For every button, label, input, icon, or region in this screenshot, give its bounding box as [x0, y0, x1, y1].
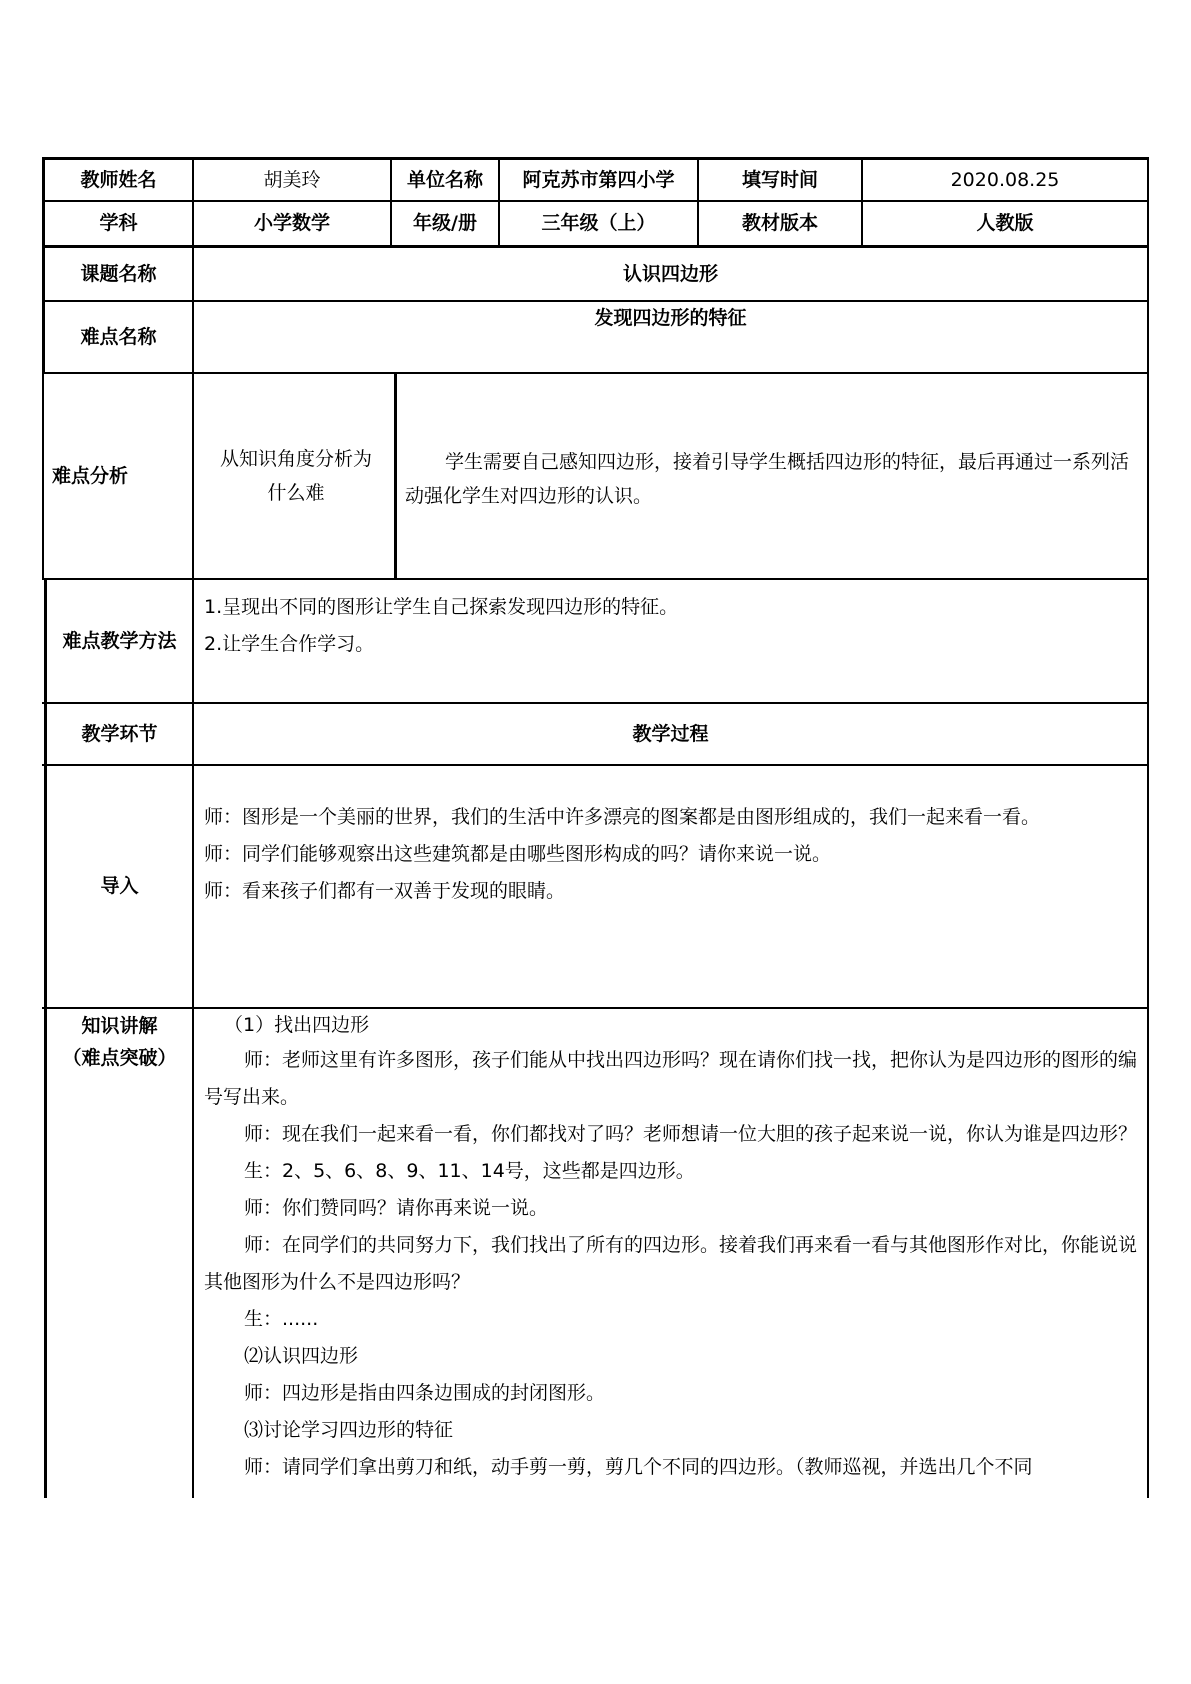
- fill-date-label: 填写时间: [741, 168, 818, 191]
- subject-value: 小学数学: [253, 212, 330, 235]
- edition-value: 人教版: [976, 212, 1034, 235]
- intro-line: 师：图形是一个美丽的世界，我们的生活中许多漂亮的图案都是由图形组成的，我们一起来看一看。: [204, 806, 1041, 828]
- analysis-label: 难点分析: [52, 464, 129, 487]
- grade-value: 三年级（上）: [541, 212, 656, 235]
- knowledge-line: 师：四边形是指由四条边围成的封闭图形。: [244, 1382, 606, 1404]
- teacher-name-value: 胡美玲: [263, 168, 321, 191]
- table-border-right: [1147, 157, 1149, 1498]
- knowledge-line: 师：老师这里有许多图形，孩子们能从中找出四边形吗？现在请你们找一找，把你认为是四边形的图形的编号写出来。: [204, 1049, 1138, 1108]
- process-stage-label: 教学环节: [81, 722, 158, 745]
- knowledge-label-line2: （难点突破）: [62, 1047, 177, 1069]
- grade-label: 年级/册: [413, 212, 477, 235]
- table-border-left: [42, 372, 44, 578]
- edition-label: 教材版本: [741, 212, 818, 235]
- row-line: [42, 764, 1149, 766]
- knowledge-line: ⑶讨论学习四边形的特征: [244, 1419, 454, 1441]
- difficulty-label: 难点名称: [80, 325, 157, 348]
- fill-date-value: 2020.08.25: [950, 168, 1060, 191]
- col-line-label: [192, 157, 194, 1498]
- difficulty-value: 发现四边形的特征: [594, 307, 747, 329]
- col-line-analysis: [394, 372, 397, 578]
- method-item: 1.呈现出不同的图形让学生自己探索发现四边形的特征。: [204, 596, 679, 618]
- analysis-sub-label: 从知识角度分析为什么难: [219, 448, 372, 504]
- knowledge-line: ⑵认识四边形: [244, 1345, 359, 1367]
- intro-label: 导入: [100, 875, 139, 898]
- subject-label: 学科: [99, 212, 138, 235]
- knowledge-line: 师：现在我们一起来看一看，你们都找对了吗？老师想请一位大胆的孩子起来说一说，你认为谁是四边形？: [244, 1123, 1138, 1145]
- intro-content: [204, 799, 1144, 910]
- method-label: 难点教学方法: [62, 629, 177, 652]
- intro-line: 师：同学们能够观察出这些建筑都是由哪些图形构成的吗？请你来说一说。: [204, 843, 832, 865]
- process-header-value: 教学过程: [632, 722, 709, 745]
- row-line: [42, 578, 1149, 580]
- method-items: [204, 589, 1144, 663]
- knowledge-label-line1: 知识讲解: [81, 1015, 158, 1037]
- row-line: [42, 300, 1149, 302]
- method-item: 2.让学生合作学习。: [204, 633, 375, 655]
- knowledge-line: 生：2、5、6、8、9、11、14号，这些都是四边形。: [244, 1160, 695, 1182]
- knowledge-line: 生：......: [244, 1308, 319, 1330]
- intro-line: 师：看来孩子们都有一双善于发现的眼睛。: [204, 880, 566, 902]
- knowledge-label: [47, 1010, 192, 1074]
- knowledge-line: 师：请同学们拿出剪刀和纸，动手剪一剪，剪几个不同的四边形。（教师巡视，并选出几个不同: [244, 1456, 1033, 1478]
- knowledge-content: [204, 1009, 1142, 1486]
- knowledge-line: 师：你们赞同吗？请你再来说一说。: [244, 1197, 549, 1219]
- teacher-name-label: 教师姓名: [80, 168, 157, 191]
- knowledge-line: 师：在同学们的共同努力下，我们找出了所有的四边形。接着我们再来看一看与其他图形作对比，你能说说其他图形为什么不是四边形吗？: [204, 1234, 1138, 1293]
- analysis-paragraph: 学生需要自己感知四边形，接着引导学生概括四边形的特征，最后再通过一系列活动强化学生对四边形的认识。: [405, 451, 1130, 507]
- unit-name-label: 单位名称: [406, 168, 483, 191]
- unit-name-value: 阿克苏市第四小学: [522, 168, 675, 191]
- analysis-text: [405, 445, 1143, 525]
- knowledge-line: （1）找出四边形: [224, 1014, 370, 1036]
- topic-value: 认识四边形: [622, 262, 718, 285]
- topic-label: 课题名称: [80, 262, 157, 285]
